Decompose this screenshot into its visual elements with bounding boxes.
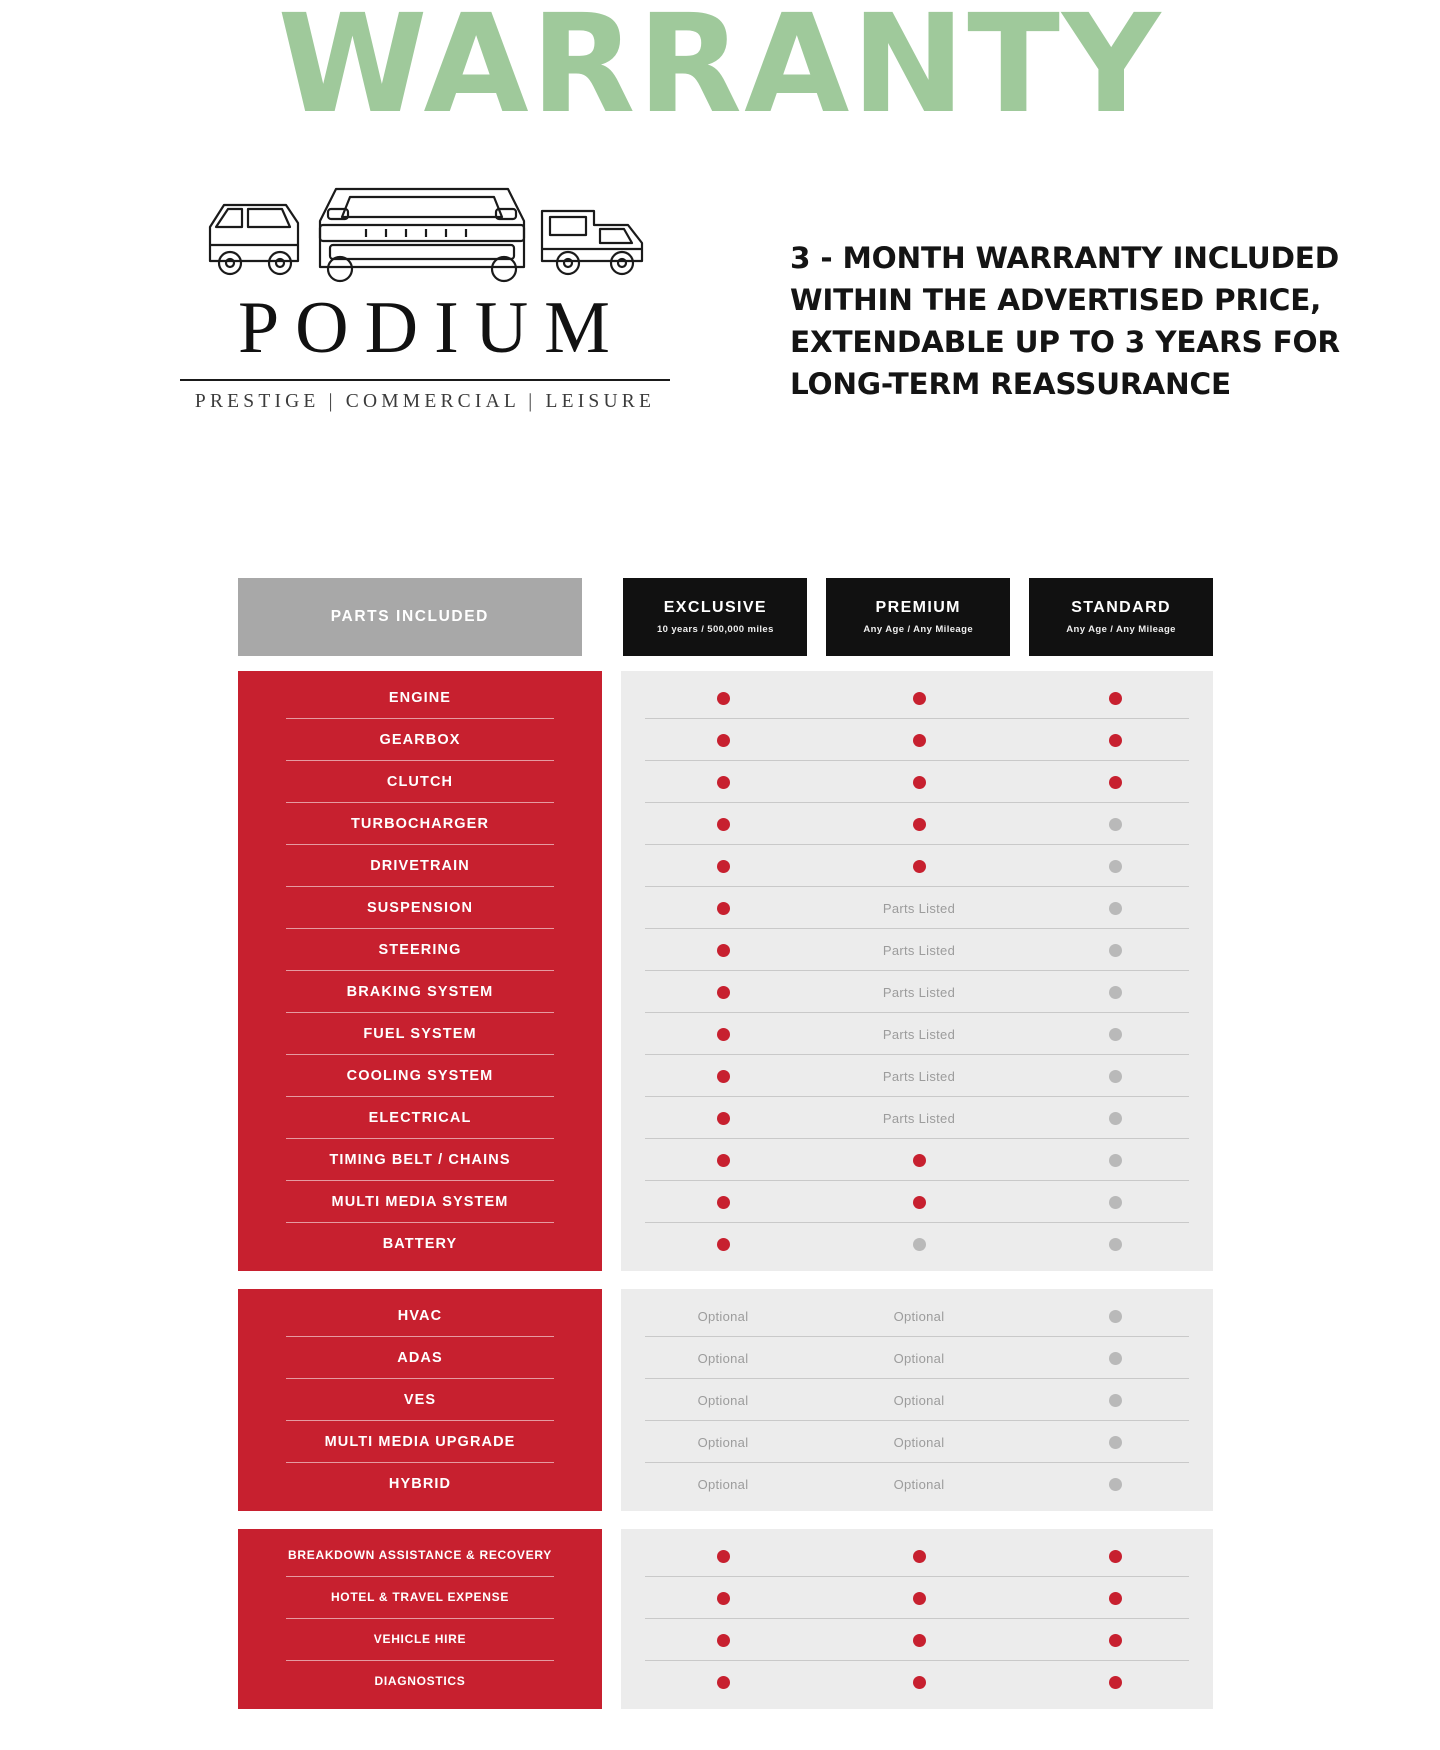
table-row bbox=[621, 1139, 1213, 1181]
cell-value bbox=[821, 692, 1017, 705]
cell-value bbox=[1017, 1154, 1213, 1167]
table-row bbox=[621, 887, 1213, 929]
cell-value: Optional bbox=[893, 1350, 945, 1366]
cell-value bbox=[1017, 1238, 1213, 1251]
not-included-dot-icon bbox=[1109, 986, 1122, 999]
cell-value: Optional bbox=[697, 1476, 749, 1492]
cell-value: Optional bbox=[697, 1434, 749, 1450]
brand-logo bbox=[165, 165, 685, 413]
section-labels bbox=[238, 1529, 602, 1709]
row-label: TIMING BELT / CHAINS bbox=[238, 1139, 602, 1181]
table-row bbox=[621, 1535, 1213, 1577]
cell-value bbox=[1017, 1436, 1213, 1449]
cell-value bbox=[1017, 1196, 1213, 1209]
table-row bbox=[621, 1223, 1213, 1265]
cell-value bbox=[1017, 986, 1213, 999]
row-label: ENGINE bbox=[238, 677, 602, 719]
table-row bbox=[621, 1577, 1213, 1619]
included-dot-icon bbox=[913, 1592, 926, 1605]
cell-value bbox=[1017, 1352, 1213, 1365]
cell-value bbox=[625, 986, 821, 999]
included-dot-icon bbox=[913, 776, 926, 789]
included-dot-icon bbox=[1109, 734, 1122, 747]
cell-value: Parts Listed bbox=[882, 1110, 956, 1126]
included-dot-icon bbox=[717, 1070, 730, 1083]
cell-value: Parts Listed bbox=[882, 1068, 956, 1084]
not-included-dot-icon bbox=[1109, 1028, 1122, 1041]
cell-value bbox=[1017, 776, 1213, 789]
table-row bbox=[621, 1661, 1213, 1703]
table-row bbox=[621, 1379, 1213, 1421]
cell-value bbox=[625, 1028, 821, 1041]
table-row bbox=[621, 1181, 1213, 1223]
table-row bbox=[621, 719, 1213, 761]
table-row bbox=[621, 1337, 1213, 1379]
cell-value bbox=[625, 734, 821, 747]
not-included-dot-icon bbox=[1109, 1310, 1122, 1323]
included-dot-icon bbox=[717, 818, 730, 831]
cell-value bbox=[821, 1634, 1017, 1647]
cell-value bbox=[1017, 1550, 1213, 1563]
included-dot-icon bbox=[717, 1676, 730, 1689]
included-dot-icon bbox=[913, 1676, 926, 1689]
headline-text: 3 - MONTH WARRANTY INCLUDED WITHIN THE ADVERTISED PRICE, EXTENDABLE UP TO 3 YEARS FOR LONG-TERM REASSURANCE bbox=[790, 241, 1340, 401]
cell-value: Optional bbox=[893, 1434, 945, 1450]
cell-value bbox=[625, 1592, 821, 1605]
page-title: WARRANTY bbox=[277, 0, 1163, 144]
cell-value: Optional bbox=[697, 1308, 749, 1324]
plan-terms: 10 years / 500,000 miles bbox=[656, 624, 774, 635]
cell-value: Parts Listed bbox=[882, 900, 956, 916]
not-included-dot-icon bbox=[1109, 944, 1122, 957]
cell-value: Parts Listed bbox=[882, 984, 956, 1000]
cell-value bbox=[1017, 1634, 1213, 1647]
included-dot-icon bbox=[913, 818, 926, 831]
included-dot-icon bbox=[717, 902, 730, 915]
cell-value: Optional bbox=[893, 1392, 945, 1408]
cell-value bbox=[1017, 1028, 1213, 1041]
table-row bbox=[621, 1463, 1213, 1505]
plan-name: EXCLUSIVE bbox=[663, 599, 768, 616]
table-row bbox=[621, 677, 1213, 719]
cell-value bbox=[821, 1154, 1017, 1167]
table-row bbox=[621, 1013, 1213, 1055]
cell-value bbox=[1017, 1478, 1213, 1491]
cell-value bbox=[625, 902, 821, 915]
included-dot-icon bbox=[717, 1634, 730, 1647]
not-included-dot-icon bbox=[1109, 1394, 1122, 1407]
not-included-dot-icon bbox=[1109, 860, 1122, 873]
section-values bbox=[621, 1289, 1213, 1511]
cell-value bbox=[625, 692, 821, 705]
included-dot-icon bbox=[913, 692, 926, 705]
cell-value bbox=[625, 1676, 821, 1689]
cell-value bbox=[625, 944, 821, 957]
row-label: BATTERY bbox=[382, 1235, 458, 1252]
table-row bbox=[621, 1295, 1213, 1337]
included-dot-icon bbox=[913, 1154, 926, 1167]
included-dot-icon bbox=[717, 1154, 730, 1167]
included-dot-icon bbox=[1109, 1550, 1122, 1563]
row-label: ELECTRICAL bbox=[238, 1097, 602, 1139]
vehicles-lineup-icon bbox=[190, 165, 660, 285]
included-dot-icon bbox=[717, 734, 730, 747]
brand-name: PODIUM bbox=[238, 287, 626, 369]
cell-value bbox=[625, 776, 821, 789]
row-label: ADAS bbox=[238, 1337, 602, 1379]
included-dot-icon bbox=[717, 1112, 730, 1125]
not-included-dot-icon bbox=[1109, 1112, 1122, 1125]
not-included-dot-icon bbox=[1109, 1070, 1122, 1083]
table-row bbox=[621, 1097, 1213, 1139]
included-dot-icon bbox=[913, 860, 926, 873]
cell-value bbox=[625, 1070, 821, 1083]
cell-value bbox=[821, 818, 1017, 831]
cell-value bbox=[821, 860, 1017, 873]
cell-value bbox=[1017, 1394, 1213, 1407]
plan-terms: Any Age / Any Mileage bbox=[863, 624, 974, 635]
included-dot-icon bbox=[717, 1550, 730, 1563]
cell-value: Parts Listed bbox=[882, 1026, 956, 1042]
included-dot-icon bbox=[717, 1196, 730, 1209]
included-dot-icon bbox=[717, 1028, 730, 1041]
not-included-dot-icon bbox=[1109, 1196, 1122, 1209]
cell-value bbox=[1017, 860, 1213, 873]
included-dot-icon bbox=[717, 944, 730, 957]
row-label: MULTI MEDIA SYSTEM bbox=[238, 1181, 602, 1223]
not-included-dot-icon bbox=[1109, 1478, 1122, 1491]
table-header-row bbox=[238, 578, 1213, 656]
cell-value bbox=[625, 860, 821, 873]
cell-value bbox=[1017, 734, 1213, 747]
not-included-dot-icon bbox=[1109, 1352, 1122, 1365]
included-dot-icon bbox=[717, 1592, 730, 1605]
cell-value bbox=[1017, 818, 1213, 831]
cell-value bbox=[821, 734, 1017, 747]
included-dot-icon bbox=[913, 1634, 926, 1647]
cell-value bbox=[1017, 1676, 1213, 1689]
table-row bbox=[621, 1055, 1213, 1097]
included-dot-icon bbox=[913, 1550, 926, 1563]
included-dot-icon bbox=[717, 1238, 730, 1251]
cell-value bbox=[1017, 1592, 1213, 1605]
cell-value bbox=[625, 1238, 821, 1251]
cell-value bbox=[625, 1196, 821, 1209]
brand-tagline: PRESTIGE | COMMERCIAL | LEISURE bbox=[194, 391, 656, 412]
row-label: GEARBOX bbox=[238, 719, 602, 761]
cell-value bbox=[625, 1634, 821, 1647]
column-header-exclusive bbox=[623, 578, 807, 656]
row-label: VES bbox=[238, 1379, 602, 1421]
included-dot-icon bbox=[1109, 1592, 1122, 1605]
column-header-standard bbox=[1029, 578, 1213, 656]
cell-value bbox=[625, 1154, 821, 1167]
table-row bbox=[621, 929, 1213, 971]
table-section-mechanical bbox=[238, 671, 1213, 1271]
table-section-optional bbox=[238, 1289, 1213, 1511]
not-included-dot-icon bbox=[1109, 1154, 1122, 1167]
cell-value bbox=[1017, 692, 1213, 705]
cell-value bbox=[1017, 1112, 1213, 1125]
not-included-dot-icon bbox=[1109, 1436, 1122, 1449]
table-row bbox=[621, 971, 1213, 1013]
cell-value bbox=[821, 1550, 1017, 1563]
included-dot-icon bbox=[1109, 776, 1122, 789]
row-label: BRAKING SYSTEM bbox=[238, 971, 602, 1013]
warranty-comparison-table bbox=[238, 578, 1213, 1727]
row-label: DRIVETRAIN bbox=[238, 845, 602, 887]
table-row bbox=[621, 761, 1213, 803]
divider bbox=[180, 379, 670, 381]
row-label: TURBOCHARGER bbox=[238, 803, 602, 845]
row-label: VEHICLE HIRE bbox=[238, 1619, 602, 1661]
not-included-dot-icon bbox=[913, 1238, 926, 1251]
cell-value: Optional bbox=[893, 1308, 945, 1324]
section-labels bbox=[238, 671, 602, 1271]
table-row bbox=[621, 803, 1213, 845]
cell-value bbox=[821, 1592, 1017, 1605]
column-header-parts: PARTS INCLUDED bbox=[238, 578, 582, 656]
row-label: CLUTCH bbox=[238, 761, 602, 803]
cell-value bbox=[625, 1550, 821, 1563]
cell-value: Optional bbox=[697, 1392, 749, 1408]
included-dot-icon bbox=[717, 986, 730, 999]
cell-value bbox=[1017, 1070, 1213, 1083]
included-dot-icon bbox=[1109, 1634, 1122, 1647]
row-label: FUEL SYSTEM bbox=[238, 1013, 602, 1055]
cell-value bbox=[821, 1238, 1017, 1251]
plan-name: STANDARD bbox=[1071, 599, 1171, 616]
row-label: COOLING SYSTEM bbox=[238, 1055, 602, 1097]
row-label: MULTI MEDIA UPGRADE bbox=[238, 1421, 602, 1463]
cell-value bbox=[1017, 1310, 1213, 1323]
section-values bbox=[621, 1529, 1213, 1709]
not-included-dot-icon bbox=[1109, 1238, 1122, 1251]
plan-terms: Any Age / Any Mileage bbox=[1066, 624, 1176, 635]
included-dot-icon bbox=[1109, 1676, 1122, 1689]
cell-value bbox=[821, 1676, 1017, 1689]
row-label: BREAKDOWN ASSISTANCE & RECOVERY bbox=[238, 1535, 602, 1577]
row-label: STEERING bbox=[238, 929, 602, 971]
row-label: HYBRID bbox=[388, 1475, 452, 1492]
included-dot-icon bbox=[717, 776, 730, 789]
included-dot-icon bbox=[717, 692, 730, 705]
cell-value bbox=[625, 818, 821, 831]
cell-value: Optional bbox=[893, 1476, 945, 1492]
cell-value bbox=[821, 776, 1017, 789]
row-label: DIAGNOSTICS bbox=[374, 1674, 466, 1689]
cell-value bbox=[1017, 944, 1213, 957]
section-labels bbox=[238, 1289, 602, 1511]
row-label: HVAC bbox=[238, 1295, 602, 1337]
cell-value bbox=[625, 1112, 821, 1125]
cell-value: Parts Listed bbox=[882, 942, 956, 958]
table-row bbox=[621, 845, 1213, 887]
cell-value: Optional bbox=[697, 1350, 749, 1366]
section-values bbox=[621, 671, 1213, 1271]
cell-value bbox=[1017, 902, 1213, 915]
table-row bbox=[621, 1619, 1213, 1661]
plan-name: PREMIUM bbox=[875, 599, 961, 616]
not-included-dot-icon bbox=[1109, 902, 1122, 915]
included-dot-icon bbox=[913, 1196, 926, 1209]
included-dot-icon bbox=[717, 860, 730, 873]
cell-value bbox=[821, 1196, 1017, 1209]
row-label: HOTEL & TRAVEL EXPENSE bbox=[238, 1577, 602, 1619]
row-label: SUSPENSION bbox=[238, 887, 602, 929]
column-header-premium bbox=[826, 578, 1010, 656]
not-included-dot-icon bbox=[1109, 818, 1122, 831]
table-row bbox=[621, 1421, 1213, 1463]
table-section-assistance bbox=[238, 1529, 1213, 1709]
included-dot-icon bbox=[913, 734, 926, 747]
included-dot-icon bbox=[1109, 692, 1122, 705]
